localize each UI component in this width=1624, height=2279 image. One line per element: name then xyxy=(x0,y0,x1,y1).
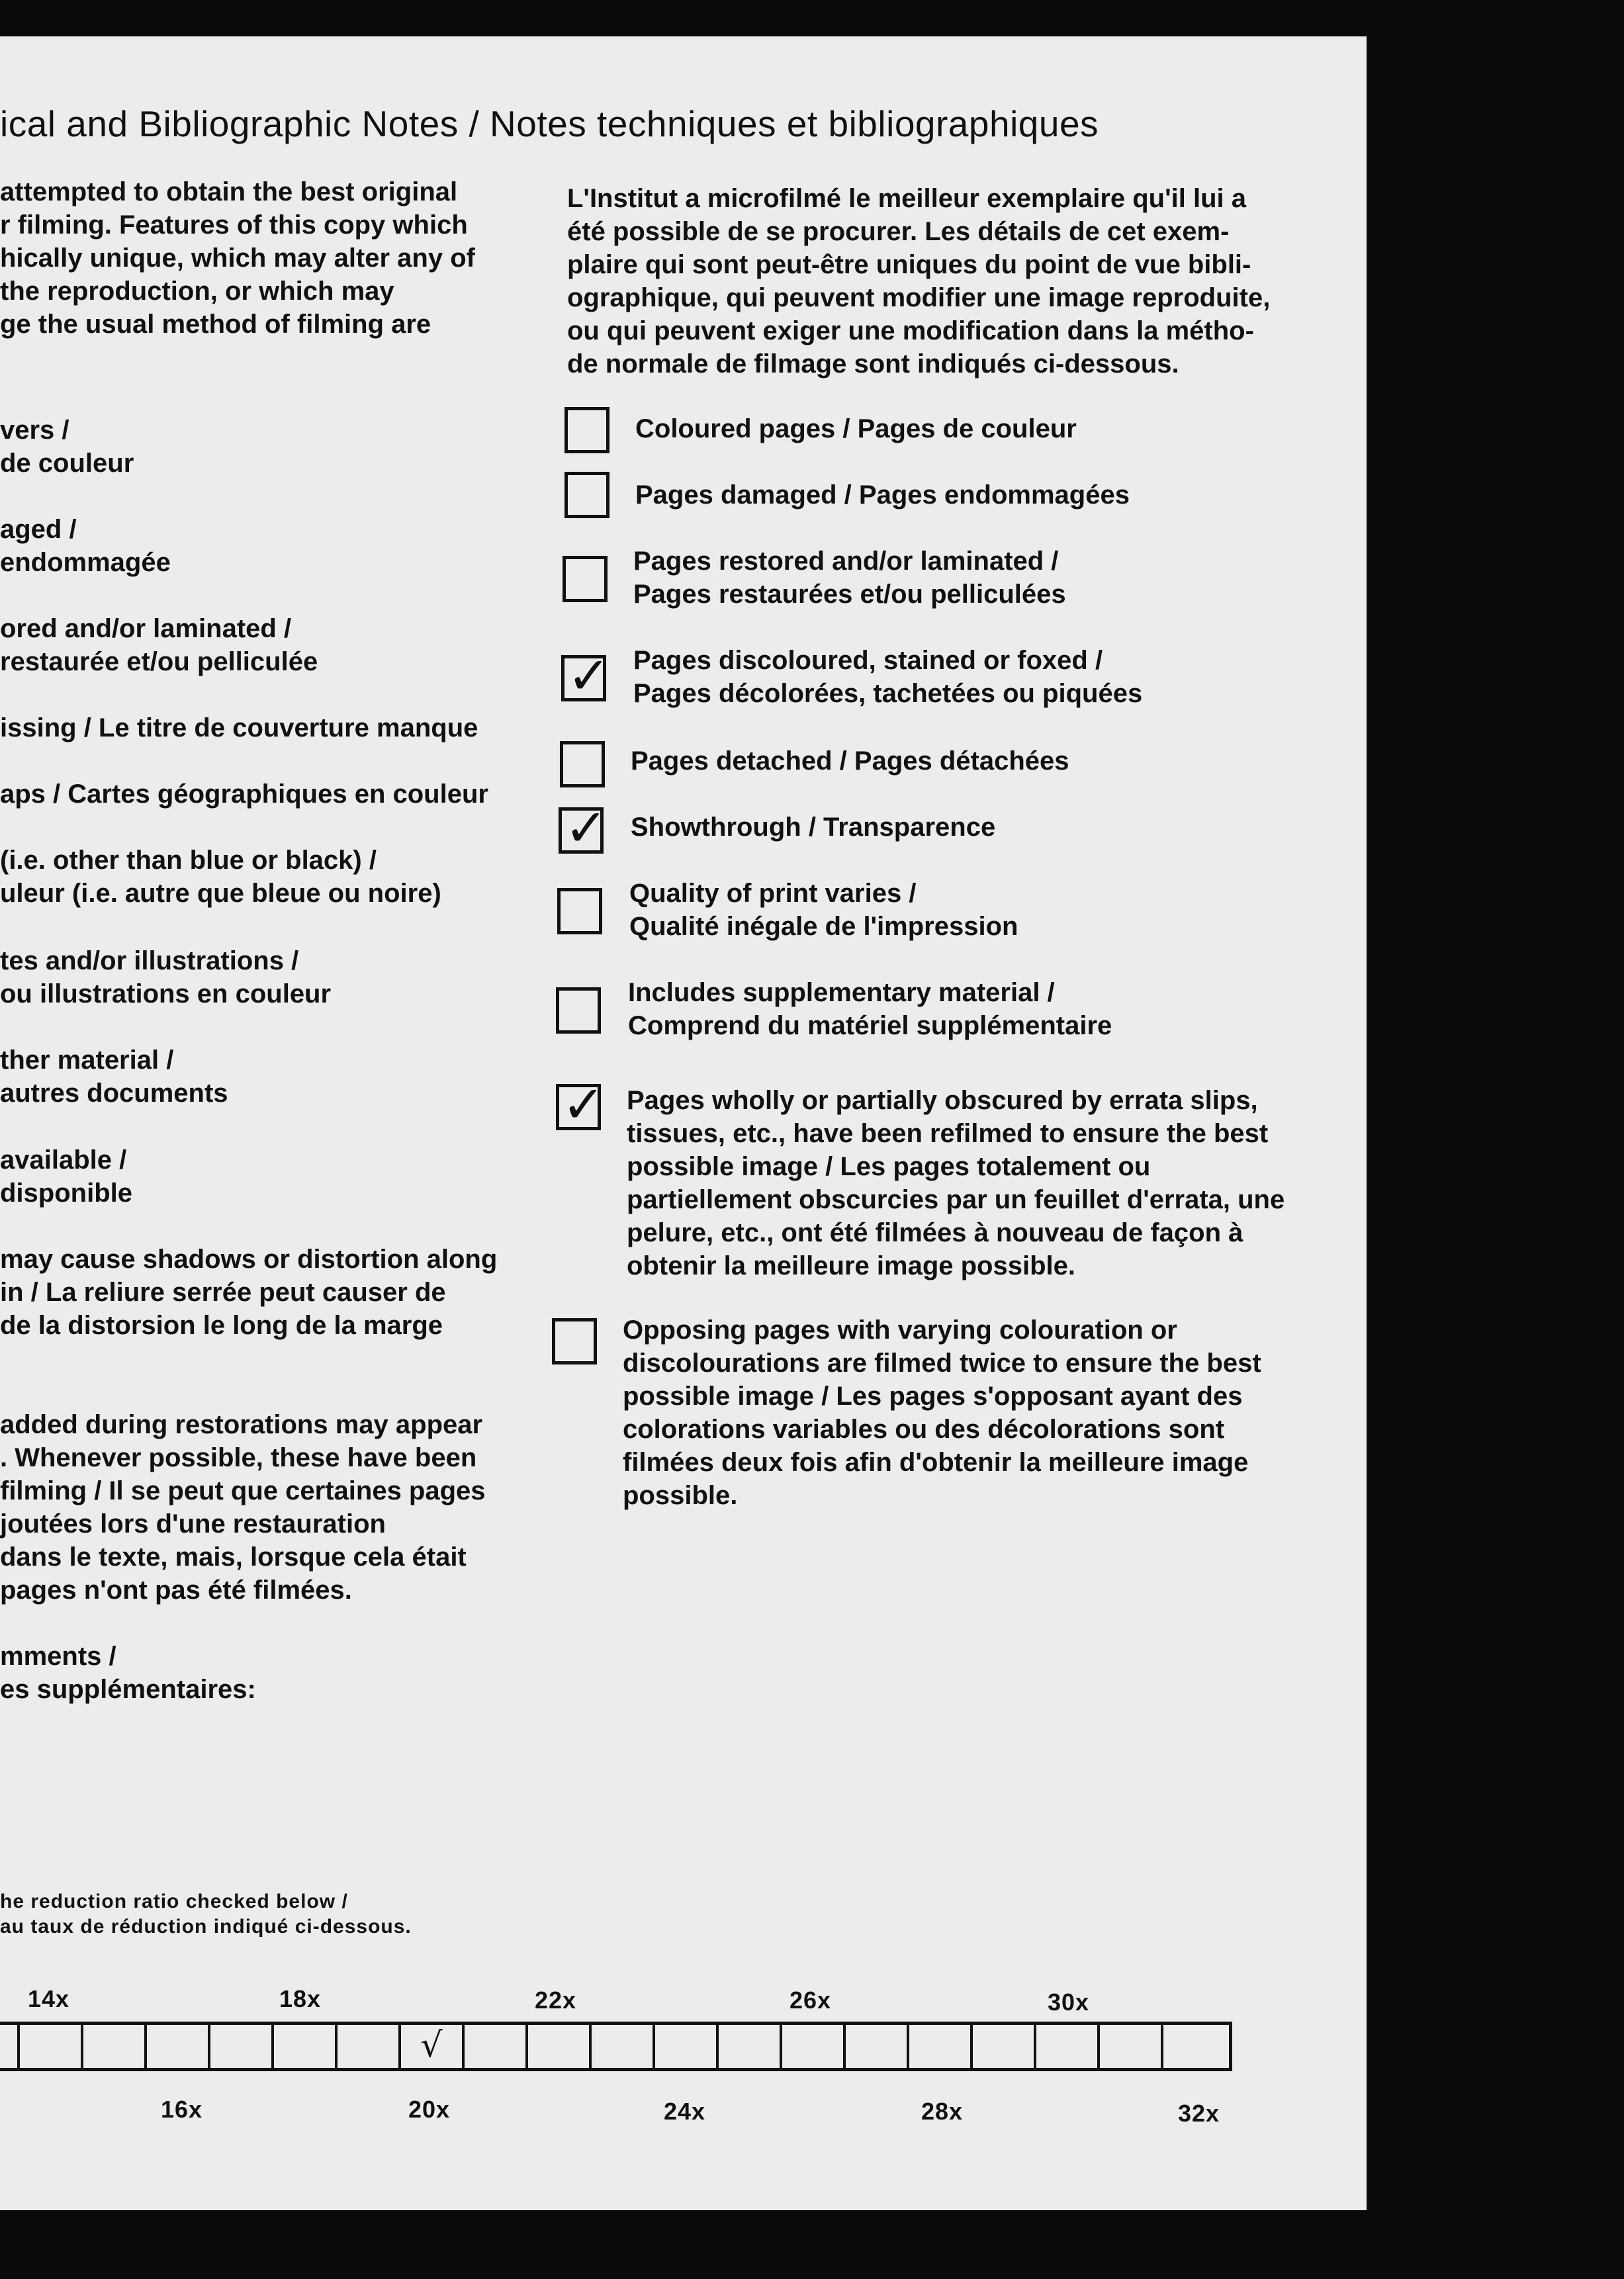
checkbox-coloured-pages[interactable] xyxy=(564,407,609,453)
ratio-cell[interactable] xyxy=(719,2025,782,2068)
right-item-pages-restored xyxy=(633,545,1066,611)
ratio-cell[interactable] xyxy=(592,2025,655,2068)
ratio-cell[interactable] xyxy=(528,2025,592,2068)
checkbox-showthrough[interactable] xyxy=(559,799,608,858)
left-item-coloured-plates xyxy=(0,944,331,1010)
right-item-line: obtenir la meilleure image possible. xyxy=(627,1251,1075,1280)
checkbox-pages-damaged[interactable] xyxy=(564,472,609,518)
ratio-cell[interactable] xyxy=(973,2025,1036,2068)
left-item-additional-comments xyxy=(0,1640,256,1706)
ratio-label-22x: 22x xyxy=(535,1987,577,2014)
ratio-check-mark-icon: √ xyxy=(420,2026,443,2065)
ratio-cell[interactable] xyxy=(274,2025,338,2068)
ratio-label-32x: 32x xyxy=(1178,2100,1220,2127)
ratio-cell[interactable] xyxy=(338,2025,401,2068)
checkbox-pages-detached[interactable] xyxy=(560,741,605,787)
left-item-line: in / La reliure serrée peut causer de xyxy=(0,1278,446,1307)
ratio-cell[interactable] xyxy=(909,2025,973,2068)
right-item-line: possible. xyxy=(623,1481,738,1510)
right-item-line: filmées deux fois afin d'obtenir la meilleure image xyxy=(623,1448,1249,1477)
right-item-supplementary-material xyxy=(628,976,1112,1042)
ratio-cell[interactable] xyxy=(465,2025,528,2068)
left-item-line: filming / Il se peut que certaines pages xyxy=(0,1476,486,1505)
left-item-line: (i.e. other than blue or black) / xyxy=(0,846,377,875)
check-mark-icon: ✓ xyxy=(562,1075,606,1135)
left-item-bound-with xyxy=(0,1044,228,1110)
right-item-line: Pages wholly or partially obscured by errata slips, xyxy=(627,1086,1258,1115)
ratio-label-20x: 20x xyxy=(408,2096,451,2123)
right-item-line: Comprend du matériel supplémentaire xyxy=(628,1011,1112,1040)
left-item-blank-leaves xyxy=(0,1408,486,1607)
ratio-label-16x: 16x xyxy=(161,2096,203,2123)
checkbox-opposing-pages[interactable] xyxy=(552,1318,597,1364)
left-intro-paragraph xyxy=(0,175,475,341)
left-item-line: available / xyxy=(0,1145,127,1175)
left-item-line: de la distorsion le long de la marge xyxy=(0,1311,443,1340)
right-item-line: Pages detached / Pages détachées xyxy=(631,746,1069,776)
ratio-label-24x: 24x xyxy=(664,2098,706,2125)
ratio-cell-20x[interactable] xyxy=(401,2025,465,2068)
right-item-line: Pages discoloured, stained or foxed / xyxy=(633,646,1103,675)
ratio-cell[interactable] xyxy=(782,2025,846,2068)
checkbox-supplementary-material[interactable] xyxy=(556,987,601,1034)
right-item-showthrough xyxy=(631,811,995,844)
left-item-only-edition xyxy=(0,1143,132,1210)
ratio-label-18x: 18x xyxy=(279,1985,322,2012)
reduction-ratio-note xyxy=(0,1889,412,1940)
check-mark-icon: ✓ xyxy=(567,647,611,706)
right-item-opposing-pages xyxy=(623,1314,1261,1512)
checkbox-pages-discoloured[interactable] xyxy=(561,647,611,706)
left-item-line: issing / Le titre de couverture manque xyxy=(0,713,478,742)
reduction-ratio-note-line: au taux de réduction indiqué ci-dessous. xyxy=(0,1916,412,1938)
right-intro-paragraph xyxy=(567,182,1270,380)
left-item-line: aged / xyxy=(0,515,77,544)
checkbox-pages-obscured[interactable] xyxy=(556,1075,606,1135)
right-intro-line: plaire qui sont peut-être uniques du point de vue bibli- xyxy=(567,250,1251,279)
ratio-label-14x: 14x xyxy=(28,1985,70,2012)
ratio-cell[interactable] xyxy=(147,2025,210,2068)
right-item-pages-discoloured xyxy=(633,644,1142,710)
ratio-label-28x: 28x xyxy=(921,2098,964,2125)
right-item-pages-obscured xyxy=(627,1084,1285,1282)
left-item-line: added during restorations may appear xyxy=(0,1410,483,1439)
left-item-tight-binding xyxy=(0,1243,497,1342)
right-item-line: Showthrough / Transparence xyxy=(631,813,996,842)
ratio-cell[interactable] xyxy=(1100,2025,1163,2068)
left-item-covers-restored xyxy=(0,612,318,678)
right-item-line: Pages restored and/or laminated / xyxy=(633,547,1059,576)
right-item-line: pelure, etc., ont été filmées à nouveau de façon à xyxy=(627,1218,1243,1247)
left-intro-line: attempted to obtain the best original xyxy=(0,177,458,206)
left-item-line: autres documents xyxy=(0,1079,228,1108)
left-intro-line: r filming. Features of this copy which xyxy=(0,210,468,240)
left-intro-line: the reproduction, or which may xyxy=(0,277,394,306)
check-mark-icon: ✓ xyxy=(564,799,608,858)
right-item-line: Pages décolorées, tachetées ou piquées xyxy=(633,679,1143,708)
left-item-line: uleur (i.e. autre que bleue ou noire) xyxy=(0,879,441,908)
ratio-cell[interactable] xyxy=(655,2025,719,2068)
reduction-ratio-scale xyxy=(0,2022,1232,2071)
right-item-pages-detached xyxy=(631,744,1069,778)
left-item-line: es supplémentaires: xyxy=(0,1675,256,1704)
right-item-coloured-pages xyxy=(635,412,1077,445)
right-item-line: Coloured pages / Pages de couleur xyxy=(635,414,1077,443)
ratio-label-30x: 30x xyxy=(1048,1989,1090,2016)
right-intro-line: L'Institut a microfilmé le meilleur exemplaire qu'il lui a xyxy=(567,184,1246,213)
left-item-line: pages n'ont pas été filmées. xyxy=(0,1576,352,1605)
left-item-covers-damaged xyxy=(0,513,171,579)
left-item-line: may cause shadows or distortion along xyxy=(0,1245,498,1274)
document-page xyxy=(0,36,1367,2210)
right-item-line: Opposing pages with varying colouration or xyxy=(623,1316,1177,1345)
ratio-label-26x: 26x xyxy=(789,1987,832,2014)
left-item-line: disponible xyxy=(0,1179,132,1208)
left-item-coloured-maps xyxy=(0,778,488,811)
checkbox-pages-restored[interactable] xyxy=(563,556,608,602)
ratio-cell[interactable] xyxy=(846,2025,909,2068)
left-item-line: ther material / xyxy=(0,1046,174,1075)
left-item-line: vers / xyxy=(0,416,69,445)
left-item-line: restaurée et/ou pelliculée xyxy=(0,647,318,676)
ratio-cell[interactable] xyxy=(210,2025,274,2068)
right-item-quality-of-print xyxy=(629,877,1018,943)
ratio-cell[interactable] xyxy=(1163,2025,1224,2068)
left-item-line: mments / xyxy=(0,1642,116,1671)
right-intro-line: ou qui peuvent exiger une modification dans la métho- xyxy=(567,316,1254,345)
right-item-line: possible image / Les pages s'opposant ayant des xyxy=(623,1382,1243,1411)
left-item-line: . Whenever possible, these have been xyxy=(0,1443,477,1472)
right-intro-line: ographique, qui peuvent modifier une image reproduite, xyxy=(567,283,1271,312)
ratio-cell[interactable] xyxy=(1036,2025,1100,2068)
page-title: ical and Bibliographic Notes / Notes techniques et bibliographiques xyxy=(0,103,1099,144)
right-item-line: Pages restaurées et/ou pelliculées xyxy=(633,580,1066,609)
right-item-line: Pages damaged / Pages endommagées xyxy=(635,480,1130,510)
right-item-line: Includes supplementary material / xyxy=(628,978,1055,1007)
right-item-line: partiellement obscurcies par un feuillet d'errata, une xyxy=(627,1185,1285,1214)
left-item-line: ou illustrations en couleur xyxy=(0,979,332,1008)
left-item-line: joutées lors d'une restauration xyxy=(0,1509,386,1539)
ratio-cell[interactable] xyxy=(0,2025,20,2068)
left-item-line: aps / Cartes géographiques en couleur xyxy=(0,780,488,809)
left-item-line: ored and/or laminated / xyxy=(0,614,292,643)
left-item-coloured-ink xyxy=(0,844,441,910)
right-item-line: possible image / Les pages totalement ou xyxy=(627,1152,1151,1181)
right-item-pages-damaged xyxy=(635,478,1130,512)
right-intro-line: été possible de se procurer. Les détails de cet exem- xyxy=(567,217,1230,246)
ratio-cell[interactable] xyxy=(83,2025,147,2068)
right-item-line: Quality of print varies / xyxy=(629,879,917,908)
left-item-cover-title-missing xyxy=(0,711,478,744)
left-item-covers xyxy=(0,414,134,480)
left-intro-line: ge the usual method of filming are xyxy=(0,310,431,339)
ratio-cell[interactable] xyxy=(20,2025,83,2068)
left-item-line: endommagée xyxy=(0,548,171,577)
right-item-line: Qualité inégale de l'impression xyxy=(629,912,1018,941)
right-intro-line: de normale de filmage sont indiqués ci-dessous. xyxy=(567,349,1179,379)
left-item-line: tes and/or illustrations / xyxy=(0,946,299,975)
left-item-line: dans le texte, mais, lorsque cela était xyxy=(0,1542,467,1572)
checkbox-quality-of-print[interactable] xyxy=(557,888,602,934)
right-item-line: discolourations are filmed twice to ensure the best xyxy=(623,1349,1261,1378)
right-item-line: colorations variables ou des décolorations sont xyxy=(623,1415,1225,1444)
right-item-line: tissues, etc., have been refilmed to ensure the best xyxy=(627,1119,1269,1148)
reduction-ratio-note-line: he reduction ratio checked below / xyxy=(0,1891,348,1912)
left-intro-line: hically unique, which may alter any of xyxy=(0,244,475,273)
left-item-line: de couleur xyxy=(0,449,134,478)
